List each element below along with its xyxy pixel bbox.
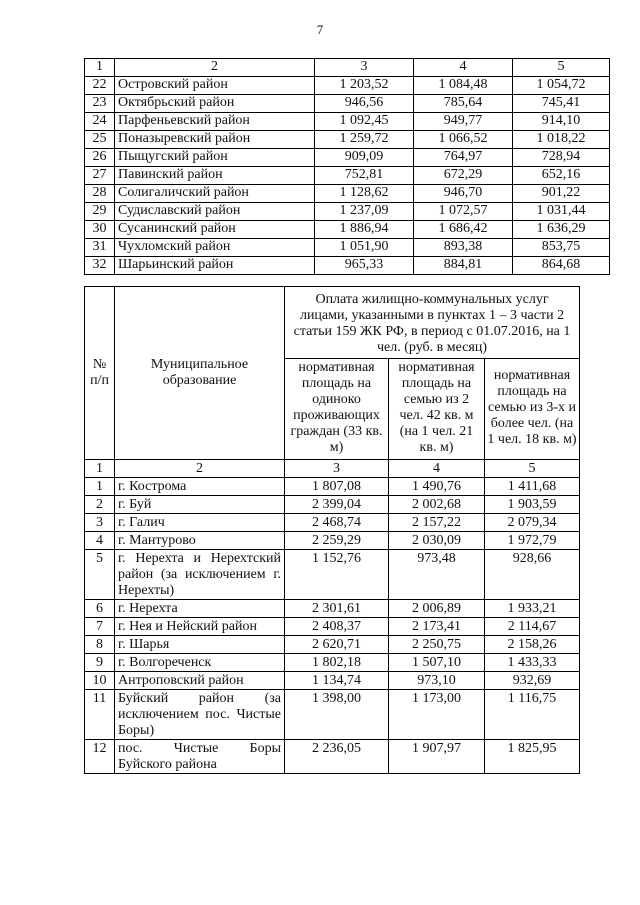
row-number: 26	[85, 149, 115, 167]
payment-value: 1 636,29	[513, 221, 610, 239]
table-row	[85, 496, 580, 514]
payment-value: 2 620,71	[285, 636, 389, 654]
payment-value: 652,16	[513, 167, 610, 185]
payment-value: 728,94	[513, 149, 610, 167]
row-number: 11	[85, 690, 115, 740]
payment-value: 1 802,18	[285, 654, 389, 672]
table-row	[85, 636, 580, 654]
payment-value: 1 411,68	[485, 478, 580, 496]
payment-value: 932,69	[485, 672, 580, 690]
payment-value: 2 408,37	[285, 618, 389, 636]
payment-value: 2 301,61	[285, 600, 389, 618]
payment-value: 1 972,79	[485, 532, 580, 550]
municipality-name: Сусанинский район	[115, 221, 315, 239]
payment-value: 1 134,74	[285, 672, 389, 690]
payment-value: 2 173,41	[389, 618, 485, 636]
payment-value: 752,81	[315, 167, 414, 185]
municipality-name: г. Кострома	[115, 478, 285, 496]
payment-value: 1 807,08	[285, 478, 389, 496]
column-number: 4	[414, 59, 513, 77]
column-number: 5	[513, 59, 610, 77]
table-row	[85, 532, 580, 550]
payment-value: 1 072,57	[414, 203, 513, 221]
payment-value: 1 128,62	[315, 185, 414, 203]
column-number: 1	[85, 59, 115, 77]
payment-value: 1 433,33	[485, 654, 580, 672]
payment-value: 1 490,76	[389, 478, 485, 496]
table-row	[85, 203, 610, 221]
table-row	[85, 167, 610, 185]
municipality-name: г. Волгореченск	[115, 654, 285, 672]
header-num: № п/п	[85, 287, 115, 460]
payment-value: 1 686,42	[414, 221, 513, 239]
municipality-name: г. Нерехта и Нерехтский район (за исключением г. Нерехты)	[115, 550, 285, 600]
payment-value: 1 237,09	[315, 203, 414, 221]
payment-value: 1 152,76	[285, 550, 389, 600]
payment-value: 2 079,34	[485, 514, 580, 532]
payment-value: 2 399,04	[285, 496, 389, 514]
payment-value: 1 066,52	[414, 131, 513, 149]
payment-value: 2 236,05	[285, 740, 389, 774]
payment-value: 1 825,95	[485, 740, 580, 774]
row-number: 32	[85, 257, 115, 275]
row-number: 5	[85, 550, 115, 600]
row-number: 8	[85, 636, 115, 654]
payment-value: 853,75	[513, 239, 610, 257]
row-number: 12	[85, 740, 115, 774]
row-number: 23	[85, 95, 115, 113]
row-number: 6	[85, 600, 115, 618]
payment-value: 901,22	[513, 185, 610, 203]
payment-value: 1 907,97	[389, 740, 485, 774]
table-row	[85, 221, 610, 239]
payment-value: 2 002,68	[389, 496, 485, 514]
row-number: 27	[85, 167, 115, 185]
municipality-name: Чухломский район	[115, 239, 315, 257]
payment-value: 1 903,59	[485, 496, 580, 514]
table-row	[85, 514, 580, 532]
payment-value: 2 250,75	[389, 636, 485, 654]
table-row	[85, 239, 610, 257]
table-row	[85, 550, 580, 600]
payment-value: 1 933,21	[485, 600, 580, 618]
header-family-of-three: нормативная площадь на семью из 3-х и более чел. (на 1 чел. 18 кв. м)	[485, 359, 580, 460]
municipality-name: Октябрьский район	[115, 95, 315, 113]
page-number: 7	[316, 22, 324, 37]
table-row	[85, 672, 580, 690]
municipality-name: г. Нерехта	[115, 600, 285, 618]
column-number: 2	[115, 59, 315, 77]
column-number-row	[85, 460, 580, 478]
row-number: 22	[85, 77, 115, 95]
municipality-name: Островский район	[115, 77, 315, 95]
table-row	[85, 149, 610, 167]
payment-value: 2 006,89	[389, 600, 485, 618]
payment-value: 914,10	[513, 113, 610, 131]
column-number: 3	[285, 460, 389, 478]
municipality-name: г. Буй	[115, 496, 285, 514]
payment-value: 1 203,52	[315, 77, 414, 95]
payment-value: 2 030,09	[389, 532, 485, 550]
column-number: 3	[315, 59, 414, 77]
payment-table-body	[85, 460, 580, 774]
payment-value: 909,09	[315, 149, 414, 167]
column-number: 5	[485, 460, 580, 478]
municipality-name: Пыщугский район	[115, 149, 315, 167]
municipality-name: Судиславский район	[115, 203, 315, 221]
payment-table	[84, 286, 580, 774]
payment-value: 1 173,00	[389, 690, 485, 740]
row-number: 25	[85, 131, 115, 149]
table-row	[85, 257, 610, 275]
municipality-name: г. Галич	[115, 514, 285, 532]
table-row	[85, 77, 610, 95]
municipality-name: пос. Чистые Боры Буйского района	[115, 740, 285, 774]
payment-value: 965,33	[315, 257, 414, 275]
table-row	[85, 600, 580, 618]
column-number: 2	[115, 460, 285, 478]
payment-value: 785,64	[414, 95, 513, 113]
row-number: 29	[85, 203, 115, 221]
payment-value: 1 031,44	[513, 203, 610, 221]
tariff-table-continued	[84, 58, 610, 275]
payment-value: 946,56	[315, 95, 414, 113]
row-number: 24	[85, 113, 115, 131]
municipality-name: г. Нея и Нейский район	[115, 618, 285, 636]
header-municipality: Муниципальное образование	[115, 287, 285, 460]
payment-value: 2 114,67	[485, 618, 580, 636]
column-number: 1	[85, 460, 115, 478]
table-row	[85, 185, 610, 203]
header-family-of-two: нормативная площадь на семью из 2 чел. 42 кв. м (на 1 чел. 21 кв. м)	[389, 359, 485, 460]
payment-value: 864,68	[513, 257, 610, 275]
table-row	[85, 95, 610, 113]
payment-value: 2 158,26	[485, 636, 580, 654]
table-row	[85, 478, 580, 496]
row-number: 9	[85, 654, 115, 672]
municipality-name: Поназыревский район	[115, 131, 315, 149]
payment-value: 1 092,45	[315, 113, 414, 131]
header-group-title: Оплата жилищно-коммунальных услуг лицами, указанными в пунктах 1 – 3 части 2 статьи 159 ЖК РФ, в период с 01.07.2016, на 1 чел. (руб. в месяц)	[285, 287, 580, 359]
header-single-residents: нормативная площадь на одиноко проживающих граждан (33 кв. м)	[285, 359, 389, 460]
row-number: 10	[85, 672, 115, 690]
payment-value: 764,97	[414, 149, 513, 167]
payment-value: 1 886,94	[315, 221, 414, 239]
municipality-name: г. Шарья	[115, 636, 285, 654]
municipality-name: Парфеньевский район	[115, 113, 315, 131]
payment-value: 946,70	[414, 185, 513, 203]
municipality-name: Буйский район (за исключением пос. Чистые Боры)	[115, 690, 285, 740]
payment-value: 1 116,75	[485, 690, 580, 740]
payment-value: 1 259,72	[315, 131, 414, 149]
header-row	[85, 287, 580, 359]
payment-value: 893,38	[414, 239, 513, 257]
tariff-table-continued-body	[85, 59, 610, 275]
payment-value: 884,81	[414, 257, 513, 275]
payment-value: 1 018,22	[513, 131, 610, 149]
row-number: 31	[85, 239, 115, 257]
payment-value: 2 157,22	[389, 514, 485, 532]
table-row	[85, 618, 580, 636]
row-number: 3	[85, 514, 115, 532]
table-row	[85, 690, 580, 740]
payment-value: 2 468,74	[285, 514, 389, 532]
payment-value: 672,29	[414, 167, 513, 185]
table-row	[85, 113, 610, 131]
table-row	[85, 654, 580, 672]
row-number: 30	[85, 221, 115, 239]
table-row	[85, 740, 580, 774]
municipality-name: Антроповский район	[115, 672, 285, 690]
row-number: 2	[85, 496, 115, 514]
table-row	[85, 131, 610, 149]
payment-value: 973,10	[389, 672, 485, 690]
payment-value: 1 507,10	[389, 654, 485, 672]
payment-value: 1 051,90	[315, 239, 414, 257]
payment-value: 973,48	[389, 550, 485, 600]
municipality-name: г. Мантурово	[115, 532, 285, 550]
payment-value: 949,77	[414, 113, 513, 131]
payment-value: 1 084,48	[414, 77, 513, 95]
payment-value: 1 054,72	[513, 77, 610, 95]
column-number-row	[85, 59, 610, 77]
row-number: 1	[85, 478, 115, 496]
municipality-name: Шарьинский район	[115, 257, 315, 275]
column-number: 4	[389, 460, 485, 478]
row-number: 28	[85, 185, 115, 203]
municipality-name: Павинский район	[115, 167, 315, 185]
payment-value: 928,66	[485, 550, 580, 600]
municipality-name: Солигаличский район	[115, 185, 315, 203]
row-number: 7	[85, 618, 115, 636]
payment-value: 1 398,00	[285, 690, 389, 740]
row-number: 4	[85, 532, 115, 550]
payment-value: 745,41	[513, 95, 610, 113]
payment-value: 2 259,29	[285, 532, 389, 550]
